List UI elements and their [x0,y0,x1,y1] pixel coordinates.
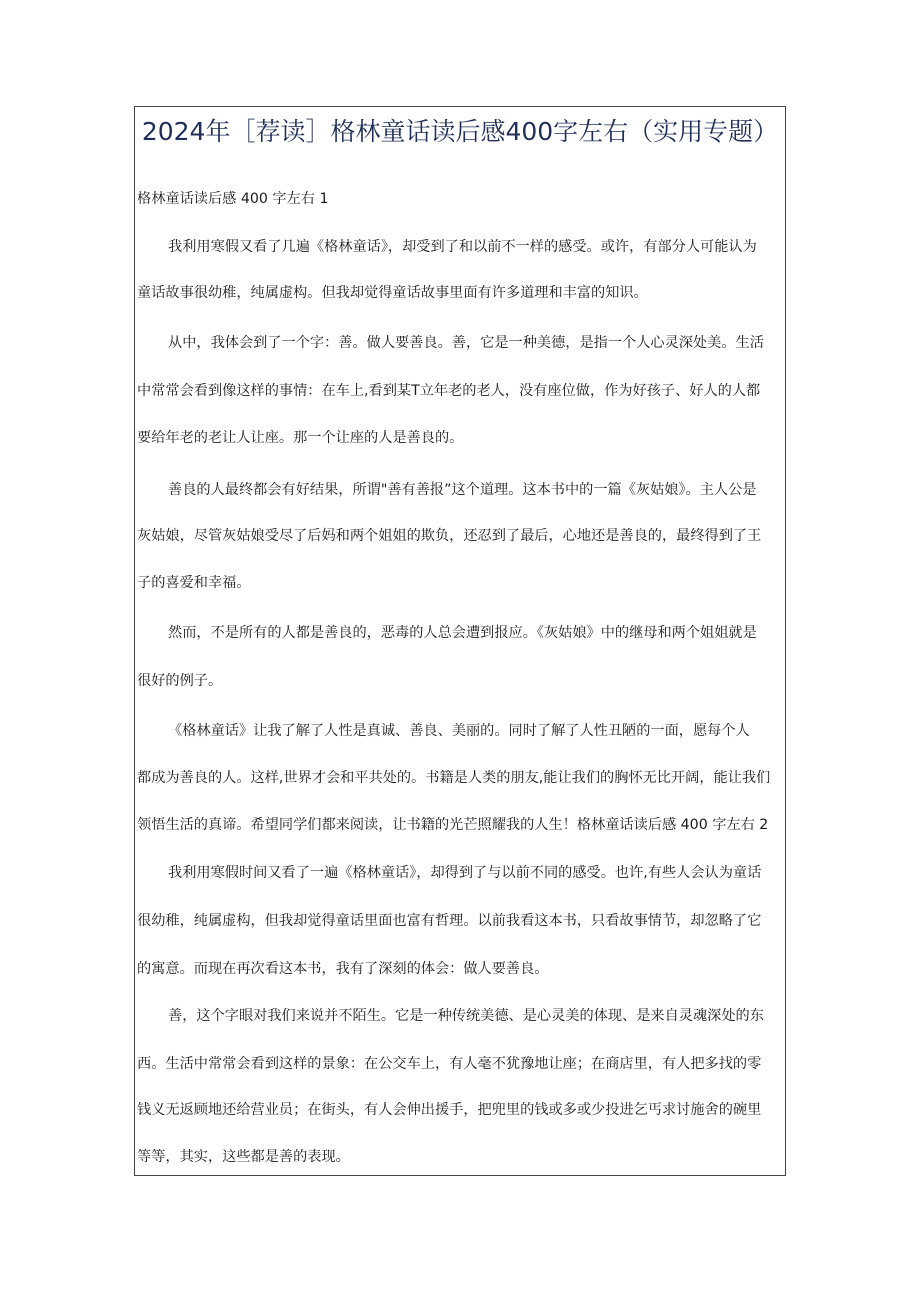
paragraph-line: 灰姑娘，尽管灰姑娘受尽了后妈和两个姐姐的欺负，还忍到了最后，心地还是善良的，最终得到了王 [137,528,762,544]
paragraph-line: 很好的例子。 [137,673,223,689]
paragraph-line: 很幼稚，纯属虚构，但我却觉得童话里面也富有哲理。以前我看这本书，只看故事情节，却忽略了它 [137,913,762,929]
paragraph-line: 童话故事很幼稚，纯属虚构。但我却觉得童话故事里面有许多道理和丰富的知识。 [137,285,648,301]
paragraph-line: 的寓意。而现在再次看这本书，我有了深刻的体会：做人要善良。 [137,961,549,977]
paragraph-line: 要给年老的老让人让座。那一个让座的人是善良的。 [137,430,464,446]
paragraph-line: 中常常会看到像这样的事情：在车上,看到某T立年老的老人，没有座位做，作为好孩子、好人的人都 [137,383,761,399]
section-heading: 格林童话读后感 400 字左右 1 [137,191,329,207]
paragraph-line: 钱义无返顾地还给营业员；在街头，有人会伸出援手，把兜里的钱或多或少投进乞丐求讨施舍的碗里 [137,1102,762,1118]
document-title: 2024年［荐读］格林童话读后感400字左右（实用专题） [141,117,779,146]
paragraph-line: 我利用寒假时间又看了一遍《格林童话》，却得到了与以前不同的感受。也许,有些人会认为童话 [168,865,762,881]
paragraph-line: 等等，其实，这些都是善的表现。 [137,1149,350,1165]
paragraph-line: 从中，我体会到了一个字：善。做人要善良。善，它是一种美德，是指一个人心灵深处美。生活 [168,335,764,351]
paragraph-line: 我利用寒假又看了几遍《格林童话》，却受到了和以前不一样的感受。或许，有部分人可能认为 [168,239,757,255]
paragraph-line: 善，这个字眼对我们来说并不陌生。它是一种传统美德、是心灵美的体现、是来自灵魂深处的东 [168,1008,764,1024]
paragraph-line: 西。生活中常常会看到这样的景象：在公交车上，有人毫不犹豫地让座；在商店里，有人把多找的零 [137,1056,762,1072]
paragraph-line: 都成为善良的人。这样,世界才会和平共处的。书籍是人类的朋友,能让我们的胸怀无比开阔，能让我们 [137,770,771,786]
paragraph-line: 子的喜爱和幸福。 [137,575,251,591]
paragraph-line: 《格林童话》让我了解了人性是真诚、善良、美丽的。同时了解了人性丑陋的一面，愿每个人 [168,723,750,739]
paragraph-line: 领悟生活的真谛。希望同学们都来阅读，让书籍的光芒照耀我的人生！格林童话读后感 400 字左右 2 [137,817,769,833]
paragraph-line: 善良的人最终都会有好结果，所谓"善有善报”这个道理。这本书中的一篇《灰姑娘》。主人公是 [168,482,757,498]
paragraph-line: 然而，不是所有的人都是善良的，恶毒的人总会遭到报应。《灰姑娘》中的继母和两个姐姐就是 [168,625,757,641]
